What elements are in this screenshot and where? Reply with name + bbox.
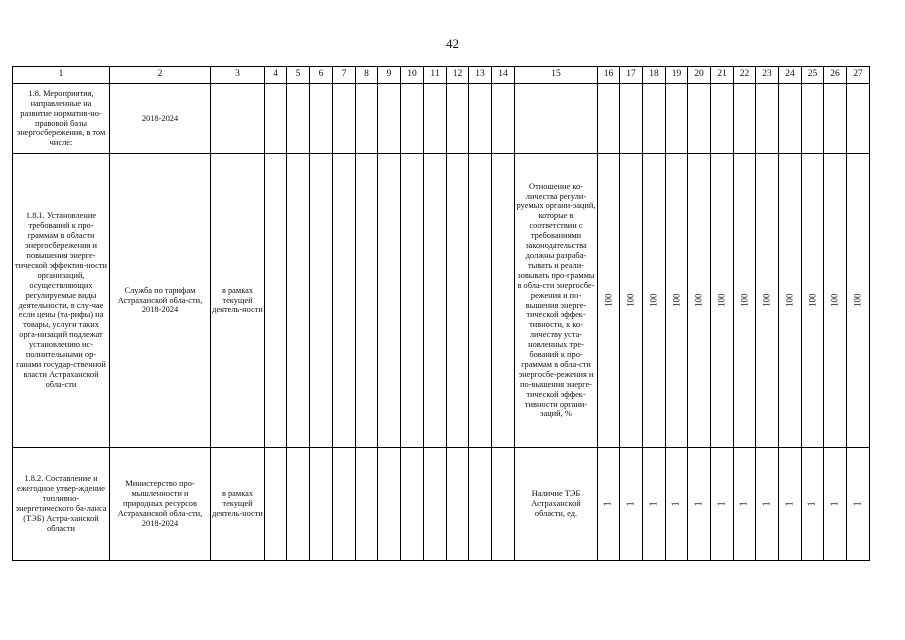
indicator-value-cell [756,154,779,448]
column-number: 9 [378,67,401,84]
indicator-value: 100 [852,293,863,308]
column-number: 22 [734,67,756,84]
column-number: 27 [847,67,870,84]
empty-cell [447,154,469,448]
indicator-value-cell [666,154,688,448]
empty-cell [378,84,401,154]
empty-cell [287,84,310,154]
indicator-value-cell [666,448,688,561]
plan-table [12,66,870,561]
indicator-value: 100 [739,293,750,308]
empty-cell [356,154,378,448]
column-number: 4 [265,67,287,84]
column-number: 16 [598,67,620,84]
empty-cell [356,84,378,154]
funding-cell: в рамках текущей деятель-ности [211,448,265,561]
indicator-value-cell [643,448,666,561]
indicator-value: 100 [603,293,614,308]
indicator-value: 100 [648,293,659,308]
empty-cell [265,154,287,448]
executor-period-cell: 2018-2024 [110,84,211,154]
indicator-value-cell [756,448,779,561]
column-number: 11 [424,67,447,84]
indicator-value: 1 [625,501,637,507]
indicator-value: 1 [806,501,818,507]
column-number: 1 [13,67,110,84]
empty-cell [310,448,333,561]
executor-period-cell: Министерство про-мышленности и природных ресурсов Астраханской обла-сти, 2018-2024 [110,448,211,561]
empty-cell [401,154,424,448]
empty-cell [447,84,469,154]
indicator-value: 1 [716,501,728,507]
empty-cell [401,448,424,561]
column-number: 20 [688,67,711,84]
column-number: 14 [492,67,515,84]
empty-cell [424,154,447,448]
table-row [13,154,870,448]
empty-cell [469,448,492,561]
empty-cell [265,84,287,154]
funding-cell: в рамках текущей деятель-ности [211,154,265,448]
column-number: 18 [643,67,666,84]
measure-name-cell: 1.8.1. Установление требований к про-граммам в области энергосбережения и повышения энерге-тической эффектив-ности организаций, осуществляющих регулируемые виды деятельности, в слу-чае если цены (та-рифы) на товары, услуги таких орга-низаций подлежат установлению ис-полнительными ор-ганами государ-ственной власти Астраханской обла-сти [13,154,110,448]
indicator-value-cell [734,154,756,448]
indicator-value: 100 [716,293,727,308]
empty-cell [333,448,356,561]
indicator-value-cell [779,84,802,154]
indicator-value-cell [824,154,847,448]
indicator-value-cell [802,84,824,154]
column-number: 6 [310,67,333,84]
indicator-value-cell [779,154,802,448]
indicator-value: 1 [761,501,773,507]
column-number: 26 [824,67,847,84]
column-number-row [13,67,870,84]
empty-cell [310,84,333,154]
empty-cell [356,448,378,561]
indicator-value-cell [734,448,756,561]
empty-cell [492,154,515,448]
indicator-value-cell [734,84,756,154]
column-number: 12 [447,67,469,84]
empty-cell [469,84,492,154]
indicator-value-cell [756,84,779,154]
measure-name-cell: 1.8. Мероприятия, направленные на развитие норматив-но-правовой базы энергосбережения, в том числе: [13,84,110,154]
column-number: 19 [666,67,688,84]
empty-cell [287,154,310,448]
column-number: 3 [211,67,265,84]
indicator-value: 1 [852,501,864,507]
indicator-value-cell [711,84,734,154]
indicator-value-cell [847,448,870,561]
column-number: 25 [802,67,824,84]
indicator-cell: Отношение ко-личества регули-руемых органи-заций, которые в соответствии с требованиями законодательства должны разраба-тывать и реали-зовывать про-граммы в обла-сти энергосбе-режения и по-вышения энерге-тической эффек-тивности, к ко-личеству уста-новленных тре-бований к про-граммам в обла-сти энергосбе-режения и по-вышения энерге-тической эффек-тивности органи-заций, % [515,154,598,448]
column-number: 5 [287,67,310,84]
column-number: 17 [620,67,643,84]
indicator-value-cell [620,154,643,448]
column-number: 7 [333,67,356,84]
indicator-value-cell [598,84,620,154]
executor-period-cell: Служба по тарифам Астраханской обла-сти, 2018-2024 [110,154,211,448]
column-number: 23 [756,67,779,84]
column-number: 21 [711,67,734,84]
indicator-value-cell [643,154,666,448]
empty-cell [447,448,469,561]
indicator-value-cell [688,448,711,561]
empty-cell [287,448,310,561]
indicator-value: 1 [648,501,660,507]
indicator-value-cell [688,154,711,448]
empty-cell [378,448,401,561]
indicator-value-cell [598,448,620,561]
indicator-value-cell [802,448,824,561]
indicator-value: 100 [784,293,795,308]
indicator-value: 100 [807,293,818,308]
column-number: 24 [779,67,802,84]
empty-cell [265,448,287,561]
column-number: 13 [469,67,492,84]
indicator-value-cell [620,448,643,561]
indicator-value-cell [711,448,734,561]
measure-name-cell: 1.8.2. Составление и ежегодное утвер-ждение топливно-энергетического ба-ланса (ТЭБ) Астра-ханской области [13,448,110,561]
page-number: 42 [446,36,459,51]
indicator-value-cell [824,84,847,154]
indicator-value-cell [847,84,870,154]
table-row [13,448,870,561]
indicator-value-cell [643,84,666,154]
indicator-value-cell [688,84,711,154]
empty-cell [310,154,333,448]
indicator-value: 100 [625,293,636,308]
table-row [13,84,870,154]
indicator-value-cell [620,84,643,154]
empty-cell [401,84,424,154]
empty-cell [333,84,356,154]
funding-cell [211,84,265,154]
indicator-value-cell [802,154,824,448]
indicator-value-cell [666,84,688,154]
empty-cell [424,448,447,561]
indicator-value: 100 [829,293,840,308]
empty-cell [469,154,492,448]
indicator-value: 1 [784,501,796,507]
indicator-value: 100 [671,293,682,308]
column-number: 10 [401,67,424,84]
column-number: 2 [110,67,211,84]
column-number: 8 [356,67,378,84]
indicator-value: 1 [738,501,750,507]
indicator-value: 100 [761,293,772,308]
indicator-value: 1 [670,501,682,507]
empty-cell [424,84,447,154]
indicator-value-cell [711,154,734,448]
empty-cell [492,448,515,561]
indicator-cell: Наличие ТЭБ Астраханской области, ед. [515,448,598,561]
empty-cell [492,84,515,154]
indicator-value: 1 [693,501,705,507]
indicator-value-cell [779,448,802,561]
indicator-value: 1 [829,501,841,507]
indicator-value: 1 [602,501,614,507]
indicator-cell [515,84,598,154]
indicator-value-cell [598,154,620,448]
indicator-value-cell [847,154,870,448]
column-number: 15 [515,67,598,84]
empty-cell [333,154,356,448]
indicator-value: 100 [693,293,704,308]
empty-cell [378,154,401,448]
indicator-value-cell [824,448,847,561]
